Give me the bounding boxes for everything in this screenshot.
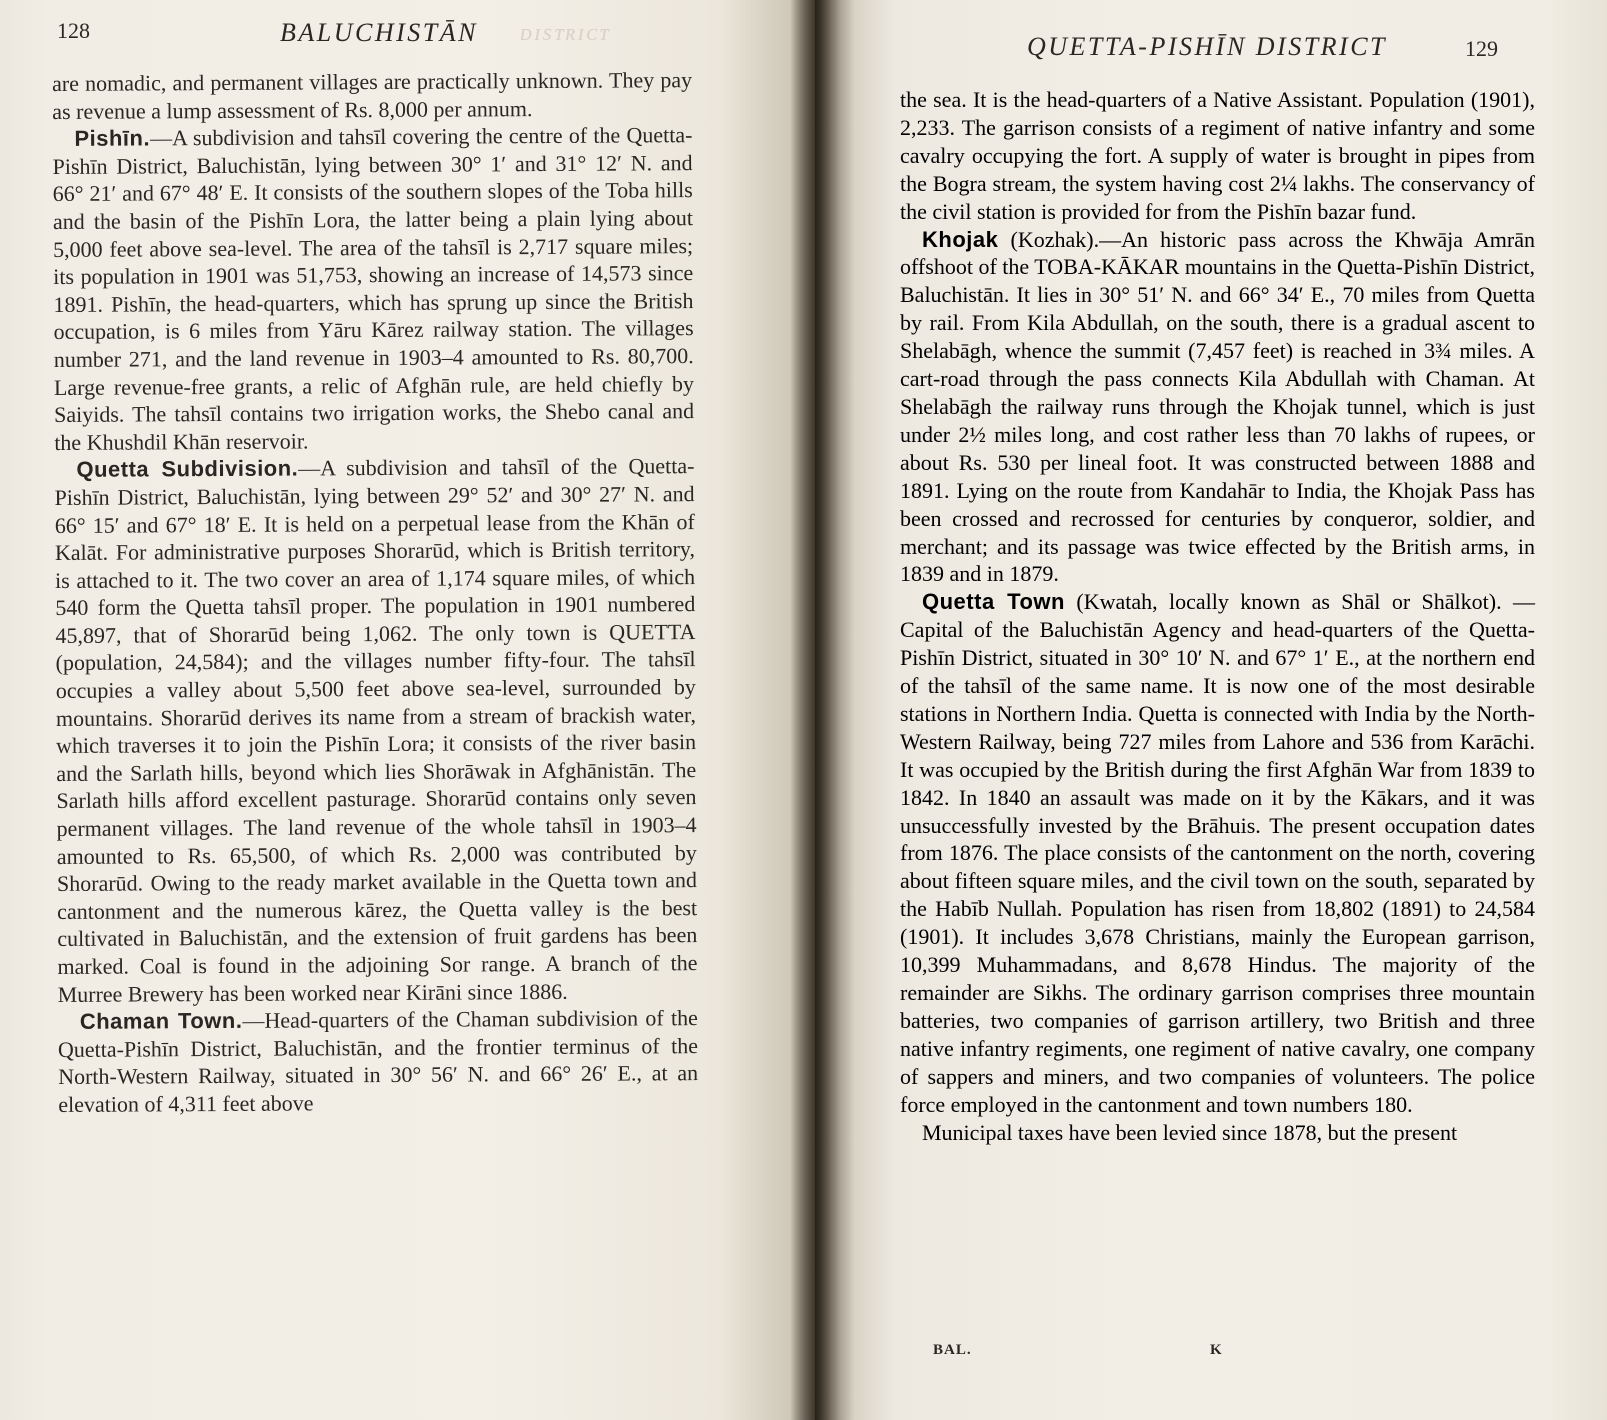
headword: Chaman Town. (79, 1008, 243, 1035)
entry-quetta-subdivision: Quetta Subdivision.—A subdivision and tahsīl of the Quetta-Pishīn District, Baluchistān, lying between 29° 52′ and 30° 27′ N. and 66° 15′ and 67° 18′ E. It is held on a perpetual lease from the Khān of Kalāt. For administrative purposes Shorarūd, which is British territory, is attached to it. The two cover an area of 1,174 square miles, of which 540 form the Quetta tahsīl proper. The population in 1901 numbered 45,897, that of Shorarūd being 1,062. The only town is QUETTA (population, 24,584); and the villages number fifty-four. The tahsīl occupies a valley about 5,500 feet above sea-level, surrounded by mountains. Shorarūd derives its name from a stream of brackish water, which traverses it to join the Pishīn Lora; it consists of the river basin and the Sarlath hills, beyond which lies Shorāwak in Afghānistān. The Sarlath hills afford excellent pasturage. Shorarūd contains only seven permanent villages. The land revenue of the whole tahsīl in 1903–4 amounted to Rs. 65,500, of which Rs. 2,000 was contributed by Shorarūd. Owing to the ready market available in the Quetta town and cantonment and the numerous kārez, the Quetta valley is the best cultivated in Baluchistān, and the extension of fruit gardens has been marked. Coal is found in the adjoining Sor range. A branch of the Murree Brewery has been worked near Kirāni since 1886. (54, 453, 698, 1007)
paragraph: the sea. It is the head-quarters of a Native Assistant. Population (1901), 2,233. The garrison consists of a regiment of native infantry and some cavalry occupying the fort. A supply of water is brought in pipes from the Bogra stream, the system having cost 2¼ lakhs. The conservancy of the civil station is provided for from the Pishīn bazar fund. (900, 87, 1535, 224)
right-page-body (900, 86, 1535, 1146)
paragraph: are nomadic, and permanent villages are practically unknown. They pay as revenue a lump assessment of Rs. 8,000 per annum. (52, 67, 693, 124)
page-number-right: 129 (1465, 36, 1498, 61)
bleed-through-text: ᴅɪsᴛʀɪᴄᴛ (520, 20, 611, 46)
entry-quetta-town: Quetta Town (Kwatah, locally known as Shāl or Shālkot). —Capital of the Baluchistān Agency and head-quarters of the Quetta-Pishīn District, situated in 30° 10′ N. and 67° 1′ E., at the northern end of the tahsīl of the same name. It is now one of the most desirable stations in Northern India. Quetta is connected with India by the North-Western Railway, being 727 miles from Lahore and 536 from Karāchi. It was occupied by the British during the first Afghān War from 1839 to 1842. In 1840 an assault was made on it by the Kākars, and it was unsuccessfully invested by the Brāhuis. The present occupation dates from 1876. The place consists of the cantonment on the north, covering about fifteen square miles, and the civil town on the south, separated by the Habīb Nullah. Population has risen from 18,802 (1891) to 24,584 (1901). It includes 3,678 Christians, mainly the European garrison, 10,399 Muhammadans, and 8,678 Hindus. The majority of the remainder are Sikhs. The ordinary garrison comprises three mountain batteries, two companies of garrison artillery, two British and three native infantry regiments, one regiment of native cavalry, one company of sappers and miners, and two companies of volunteers. The police force employed in the cantonment and town numbers 180. (900, 589, 1535, 1117)
running-head-right: QUETTA-PISHĪN DISTRICT (1027, 32, 1388, 61)
entry-pishin: Pishīn.—A subdivision and tahsīl covering the centre of the Quetta-Pishīn District, Baluchistān, lying between 30° 1′ and 31° 12′ N. and 66° 21′ and 67° 48′ E. It consists of the southern slopes of the Toba hills and the basin of the Pishīn Lora, the latter being a plain lying about 5,000 feet above sea-level. The area of the tahsīl is 2,717 square miles; its population in 1901 was 51,753, showing an increase of 14,573 since 1891. Pishīn, the head-quarters, which has sprung up since the British occupation, is 6 miles from Yāru Kārez railway station. The villages number 271, and the land revenue in 1903–4 amounted to Rs. 80,700. Large revenue-free grants, a relic of Afghān rule, are held chiefly by Saiyids. The tahsīl contains two irrigation works, the Shebo canal and the Khushdil Khān reservoir. (52, 122, 695, 455)
headword: Pishīn. (74, 125, 151, 152)
headword: Khojak (922, 226, 999, 252)
book-gutter (790, 0, 840, 1420)
page-number-left: 128 (57, 18, 90, 43)
headword: Quetta Subdivision. (76, 455, 299, 483)
paragraph: Municipal taxes have been levied since 1878, but the present (922, 1119, 1458, 1145)
signature-mark: K (1210, 1342, 1223, 1358)
left-page-body (52, 66, 698, 1118)
footer-signature-left: BAL. (933, 1342, 972, 1358)
headword: Quetta Town (922, 589, 1065, 615)
running-head-left: BALUCHISTĀN (280, 18, 478, 47)
entry-khojak: Khojak (Kozhak).—An historic pass across the Khwāja Amrān offshoot of the TOBA-KĀKAR mountains in the Quetta-Pishīn District, Baluchistān. It lies in 30° 51′ N. and 66° 34′ E., 70 miles from Quetta by rail. From Kila Abdullah, on the south, there is a gradual ascent to Shelabāgh, whence the summit (7,457 feet) is reached in 3¾ miles. A cart-road through the pass connects Kila Abdullah with Chaman. At Shelabāgh the railway runs through the Khojak tunnel, which is just under 2½ miles long, and cost rather less than 70 lakhs of rupees, or about Rs. 530 per lineal foot. It was constructed between 1888 and 1891. Lying on the route from Kandahār to India, the Khojak Pass has been crossed and recrossed for centuries by conqueror, soldier, and merchant; and its passage was twice effected by the British arms, in 1839 and in 1879. (900, 226, 1535, 587)
entry-chaman-town: Chaman Town.—Head-quarters of the Chaman subdivision of the Quetta-Pishīn District, Baluchistān, and the frontier terminus of the North-Western Railway, situated in 30° 56′ N. and 66° 26′ E., at an elevation of 4,311 feet above (57, 1005, 699, 1117)
